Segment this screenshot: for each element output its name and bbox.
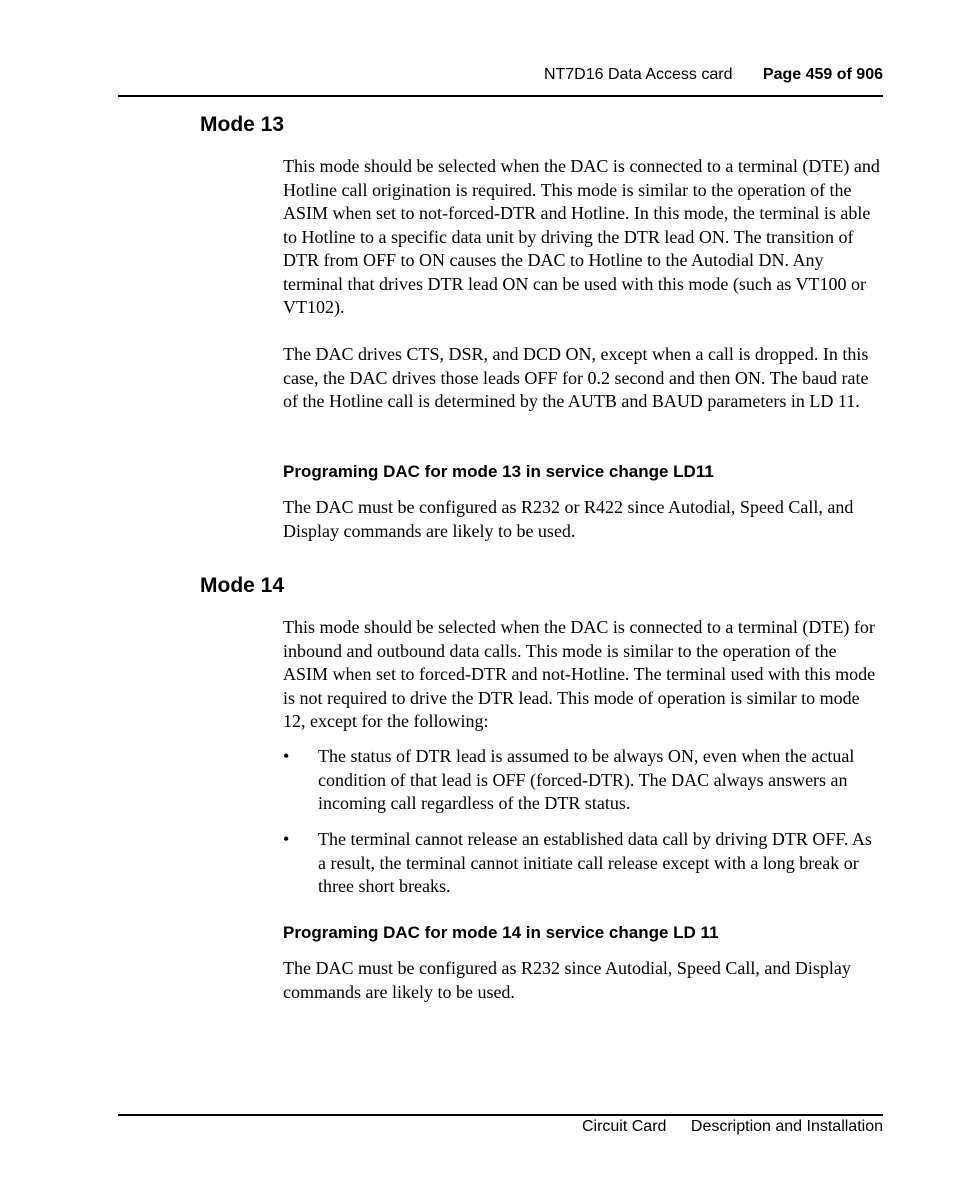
footer-rule: [118, 1114, 883, 1116]
paragraph: This mode should be selected when the DAC is connected to a terminal (DTE) and Hotline call origination is required. This mode is similar to the operation of the ASIM when set to not-forced-DTR and Hotline. In this mode, the terminal is able to Hotline to a specific data unit by driving the DTR lead ON. The transition of DTR from OFF to ON causes the DAC to Hotline to the Autodial DN. Any terminal that drives DTR lead ON can be used with this mode (such as VT100 or VT102).: [283, 156, 880, 317]
list-item-text: The terminal cannot release an established data call by driving DTR OFF. As a result, the terminal cannot initiate call release except with a long break or three short breaks.: [318, 829, 872, 896]
paragraph: The DAC must be configured as R232 since Autodial, Speed Call, and Display commands are likely to be used.: [283, 958, 851, 1002]
header-rule: [118, 95, 883, 97]
footer-left-text: Circuit Card: [581, 1118, 667, 1135]
subsection-title-mode-13-ld11: Programing DAC for mode 13 in service change LD11: [283, 462, 714, 481]
page-number: Page 459 of 906: [762, 66, 883, 83]
list-item-text: The status of DTR lead is assumed to be always ON, even when the actual condition of that lead is OFF (forced-DTR). The DAC always answers an incoming call regardless of the DTR status.: [318, 746, 855, 813]
page-header: [544, 66, 883, 84]
section-title-mode-14: Mode 14: [200, 574, 285, 597]
paragraph: The DAC drives CTS, DSR, and DCD ON, except when a call is dropped. In this case, the DAC drives those leads OFF for 0.2 second and then ON. The baud rate of the Hotline call is determined by the AUTB and BAUD parameters in LD 11.: [283, 344, 869, 411]
document-title: NT7D16 Data Access card: [543, 66, 733, 83]
bullet-icon: •: [283, 829, 290, 849]
page-footer: [582, 1118, 883, 1136]
subsection-title-mode-14-ld11: Programing DAC for mode 14 in service change LD 11: [283, 923, 719, 942]
list-item: [283, 745, 883, 816]
paragraph: This mode should be selected when the DAC is connected to a terminal (DTE) for inbound and outbound data calls. This mode is similar to the operation of the ASIM when set to forced-DTR and not-Hotline. The terminal used with this mode is not required to drive the DTR lead. This mode of operation is similar to mode 12, except for the following:: [283, 617, 876, 731]
section-title-mode-13: Mode 13: [200, 113, 285, 136]
paragraph: The DAC must be configured as R232 or R422 since Autodial, Speed Call, and Display commands are likely to be used.: [283, 497, 854, 541]
list-item: [283, 828, 883, 899]
bullet-icon: •: [283, 746, 290, 766]
footer-right-text: Description and Installation: [690, 1118, 883, 1135]
